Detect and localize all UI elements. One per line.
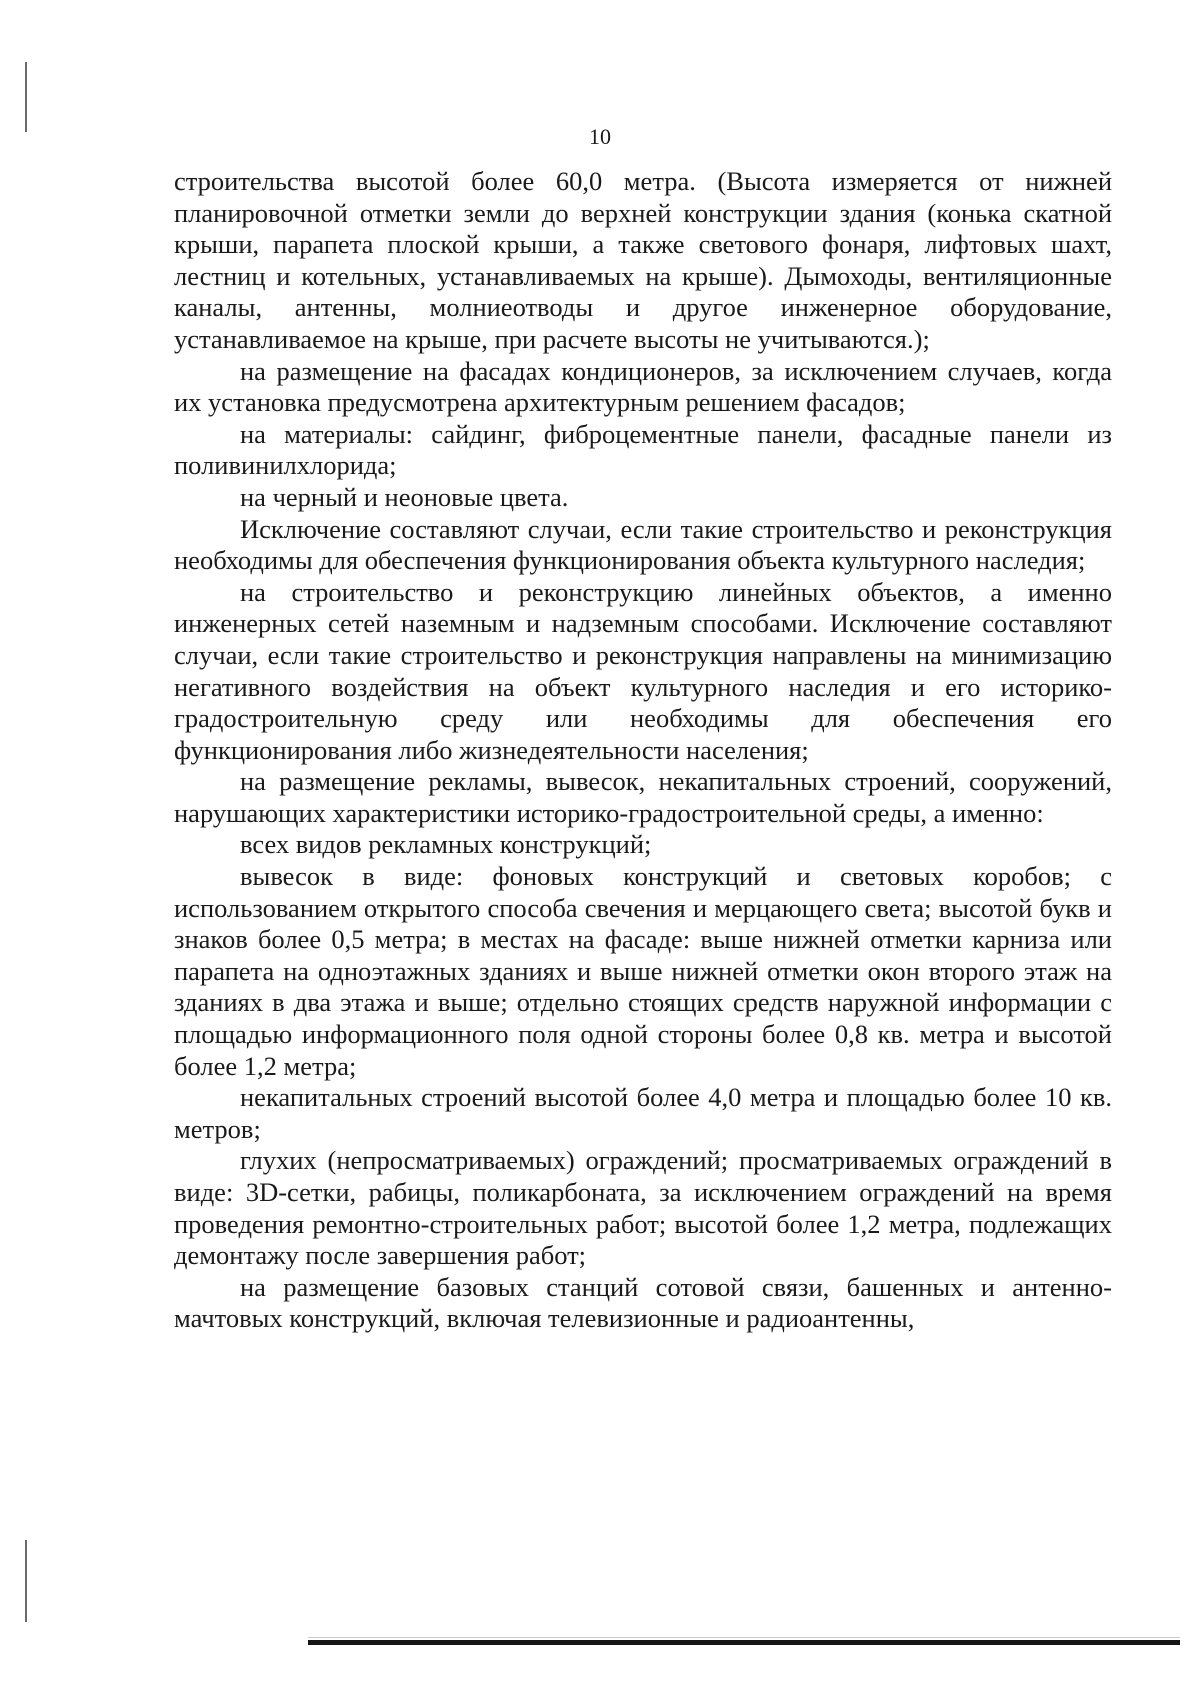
paragraph-base-stations: на размещение базовых станций сотовой связи, башенных и антенно-мачтовых конструкций, включая телевизионные и радиоантенны, <box>174 1271 1112 1334</box>
scan-artifact-bottom-rule <box>308 1637 1180 1645</box>
paragraph-colors: на черный и неоновые цвета. <box>240 481 569 512</box>
paragraph-fences: глухих (непросматриваемых) ограждений; просматриваемых ограждений в виде: 3D-сетки, рабицы, поликарбоната, за исключением ограждений на время проведения ремонтно-строительных работ; высотой более 1,2 метра, подлежащих демонтажу после завершения работ; <box>174 1145 1112 1271</box>
paragraph-conditioners: на размещение на фасадах кондиционеров, за исключением случаев, когда их установка предусмотрена архитектурным решением фасадов; <box>174 355 1112 418</box>
paragraph-materials: на материалы: сайдинг, фиброцементные панели, фасадные панели из поливинилхлорида; <box>174 418 1112 481</box>
document-body <box>174 166 1112 1335</box>
paragraph-temporary-buildings: некапитальных строений высотой более 4,0 метра и площадью более 10 кв. метров; <box>174 1082 1112 1144</box>
scan-artifact-left-top <box>25 62 27 132</box>
paragraph-linear-objects: на строительство и реконструкцию линейных объектов, а именно инженерных сетей наземным и надземным способами. Исключение составляют случаи, если такие строительство и реконструкция направлены на минимизацию негативного воздействия на объект культурного наследия и его историко-градостроительную среду или необходимы для обеспечения его функционирования либо жизнедеятельности населения; <box>174 576 1112 765</box>
paragraph-signboards: вывесок в виде: фоновых конструкций и световых коробов; с использованием открытого способа свечения и мерцающего света; высотой букв и знаков более 0,5 метра; в местах на фасаде: выше нижней отметки карниза или парапета на одноэтажных зданиях и выше нижней отметки окон второго этаж на зданиях в два этажа и выше; отдельно стоящих средств наружной информации с площадью информационного поля одной стороны более 0,8 кв. метра и высотой более 1,2 метра; <box>174 861 1112 1081</box>
paragraph-continuation: строительства высотой более 60,0 метра. (Высота измеряется от нижней планировочной отметки земли до верхней конструкции здания (конька скатной крыши, парапета плоской крыши, а также светового фонаря, лифтовых шахт, лестниц и котельных, устанавливаемых на крыше). Дымоходы, вентиляционные каналы, антенны, молниеотводы и другое инженерное оборудование, устанавливаемое на крыше, при расчете высоты не учитываются.); <box>174 166 1112 354</box>
scan-artifact-left-bottom <box>25 1540 27 1622</box>
paragraph-ad-structures: всех видов рекламных конструкций; <box>240 829 652 860</box>
paragraph-exception-heritage: Исключение составляют случаи, если такие строительство и реконструкция необходимы для обеспечения функционирования объекта культурного наследия; <box>174 513 1112 576</box>
page-number: 10 <box>589 124 611 149</box>
paragraph-advertising: на размещение рекламы, вывесок, некапитальных строений, сооружений, нарушающих характеристики историко-градостроительной среды, а именно: <box>174 766 1112 828</box>
